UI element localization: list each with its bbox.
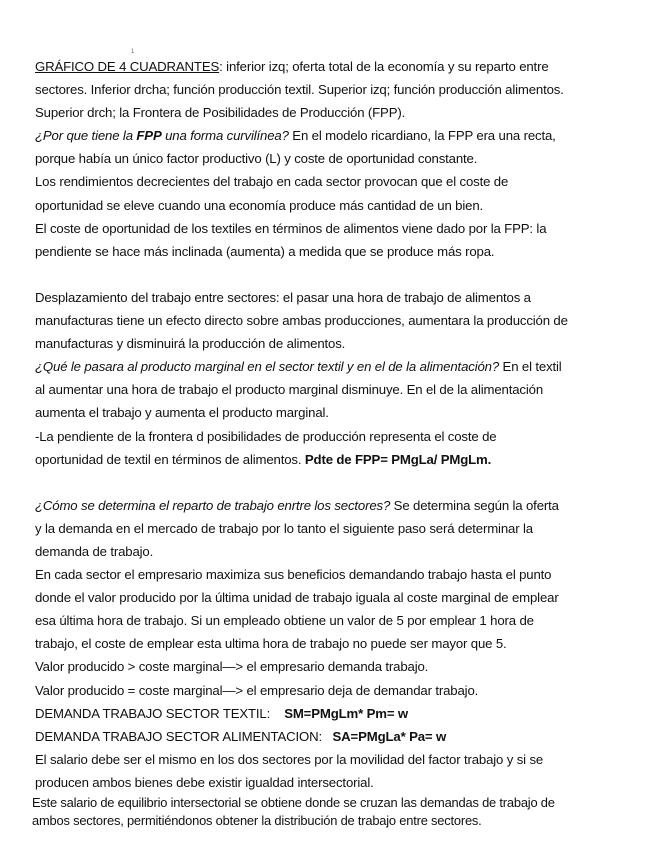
formula-fpp-slope: Pdte de FPP= PMgLa/ PMgLm. bbox=[304, 451, 492, 467]
text-line: El salario debe ser el mismo en los dos sectores por la movilidad del factor trabajo y si se bbox=[35, 751, 544, 767]
text-span: En el modelo ricardiano, la FPP era una recta, bbox=[288, 128, 556, 144]
text-line bbox=[35, 725, 635, 748]
text-span: oportunidad de textil en términos de alimentos. bbox=[35, 451, 305, 467]
text-line: Valor producido > coste marginal—> el empresario demanda trabajo. bbox=[35, 659, 429, 675]
text-line: ambos sectores, permitiéndonos obtener la distribución de trabajo entre sectores. bbox=[32, 812, 482, 828]
paragraph-reparto-trabajo bbox=[32, 494, 635, 829]
text-line: El coste de oportunidad de los textiles en términos de alimentos viene dado por la FPP: la bbox=[35, 220, 547, 236]
text-line: manufacturas y disminuirá la producción de alimentos. bbox=[35, 336, 346, 352]
paragraph-cuadrantes bbox=[35, 55, 635, 263]
question-part: una forma curvilínea? bbox=[161, 128, 289, 144]
text-line: Superior drch; la Frontera de Posibilidades de Producción (FPP). bbox=[35, 105, 406, 121]
text-span: En el textil bbox=[499, 359, 562, 375]
text-line: Este salario de equilibrio intersectorial se obtiene donde se cruzan las demandas de trabajo de bbox=[32, 795, 555, 810]
paragraph-gap bbox=[35, 263, 635, 286]
formula-demand-textil: SM=PMgLm* Pm= w bbox=[284, 705, 408, 721]
paragraph-gap bbox=[35, 471, 635, 494]
demand-label-textil: DEMANDA TRABAJO SECTOR TEXTIL: bbox=[35, 705, 271, 721]
text-line: y la demanda en el mercado de trabajo por lo tanto el siguiente paso será determinar la bbox=[35, 520, 533, 536]
text-line: porque había un único factor productivo (L) y coste de oportunidad constante. bbox=[35, 151, 478, 167]
text-line: producen ambos bienes debe existir igualdad intersectorial. bbox=[35, 774, 374, 790]
text-line: aumenta el trabajo y aumenta el producto marginal. bbox=[35, 405, 329, 421]
text-line: -La pendiente de la frontera d posibilidades de producción representa el coste de bbox=[35, 428, 497, 444]
text-line: esa última hora de trabajo. Si un empleado obtiene un valor de 5 por emplear 1 hora de bbox=[35, 613, 534, 629]
question-text: ¿Qué le pasara al producto marginal en el sector textil y en el de la alimentación? bbox=[35, 359, 500, 375]
question-text: ¿Cómo se determina el reparto de trabajo enrtre los sectores? bbox=[35, 497, 391, 513]
text-line: demanda de trabajo. bbox=[35, 543, 154, 559]
question-bold-term: FPP bbox=[136, 128, 162, 144]
page-number: 1 bbox=[131, 49, 135, 55]
text-line bbox=[35, 494, 635, 517]
text-line bbox=[35, 355, 635, 378]
text-line: trabajo, el coste de emplear esta ultima hora de trabajo no puede ser mayor que 5. bbox=[35, 636, 507, 652]
text-line bbox=[35, 448, 635, 471]
text-line: En cada sector el empresario maximiza sus beneficios demandando trabajo hasta el punto bbox=[35, 567, 552, 583]
text-line: manufacturas tiene un efecto directo sobre ambas producciones, aumentara la producción de bbox=[35, 313, 568, 329]
text-line: Valor producido = coste marginal—> el empresario deja de demandar trabajo. bbox=[35, 682, 479, 698]
demand-label-alimentacion: DEMANDA TRABAJO SECTOR ALIMENTACION: bbox=[35, 728, 322, 744]
text-line bbox=[35, 702, 635, 725]
document-body bbox=[32, 55, 635, 829]
text-line: Los rendimientos decrecientes del trabajo en cada sector provocan que el coste de bbox=[35, 174, 509, 190]
text-line: Desplazamiento del trabajo entre sectores: el pasar una hora de trabajo de alimentos a bbox=[35, 289, 531, 305]
text-line: pendiente se hace más inclinada (aumenta) a medida que se produce más ropa. bbox=[35, 243, 495, 259]
text-line bbox=[35, 55, 635, 78]
text-line: donde el valor producido por la última unidad de trabajo iguala al coste marginal de emplear bbox=[35, 590, 559, 606]
text-line: al aumentar una hora de trabajo el producto marginal disminuye. En el de la alimentación bbox=[35, 382, 544, 398]
text-span: Se determina según la oferta bbox=[390, 497, 559, 513]
text-span: : inferior izq; oferta total de la economía y su reparto entre bbox=[219, 59, 549, 74]
text-line bbox=[35, 124, 635, 147]
text-line: oportunidad se eleve cuando una economía produce más cantidad de un bien. bbox=[35, 197, 484, 213]
formula-demand-alimentacion: SA=PMgLa* Pa= w bbox=[332, 728, 447, 744]
question-part: ¿Por que tiene la bbox=[35, 128, 137, 144]
section-heading: GRÁFICO DE 4 CUADRANTES bbox=[35, 59, 220, 74]
paragraph-desplazamiento bbox=[35, 286, 635, 471]
question-text bbox=[35, 128, 289, 143]
text-line: sectores. Inferior drcha; función producción textil. Superior izq; función producción alimentos. bbox=[35, 82, 564, 98]
